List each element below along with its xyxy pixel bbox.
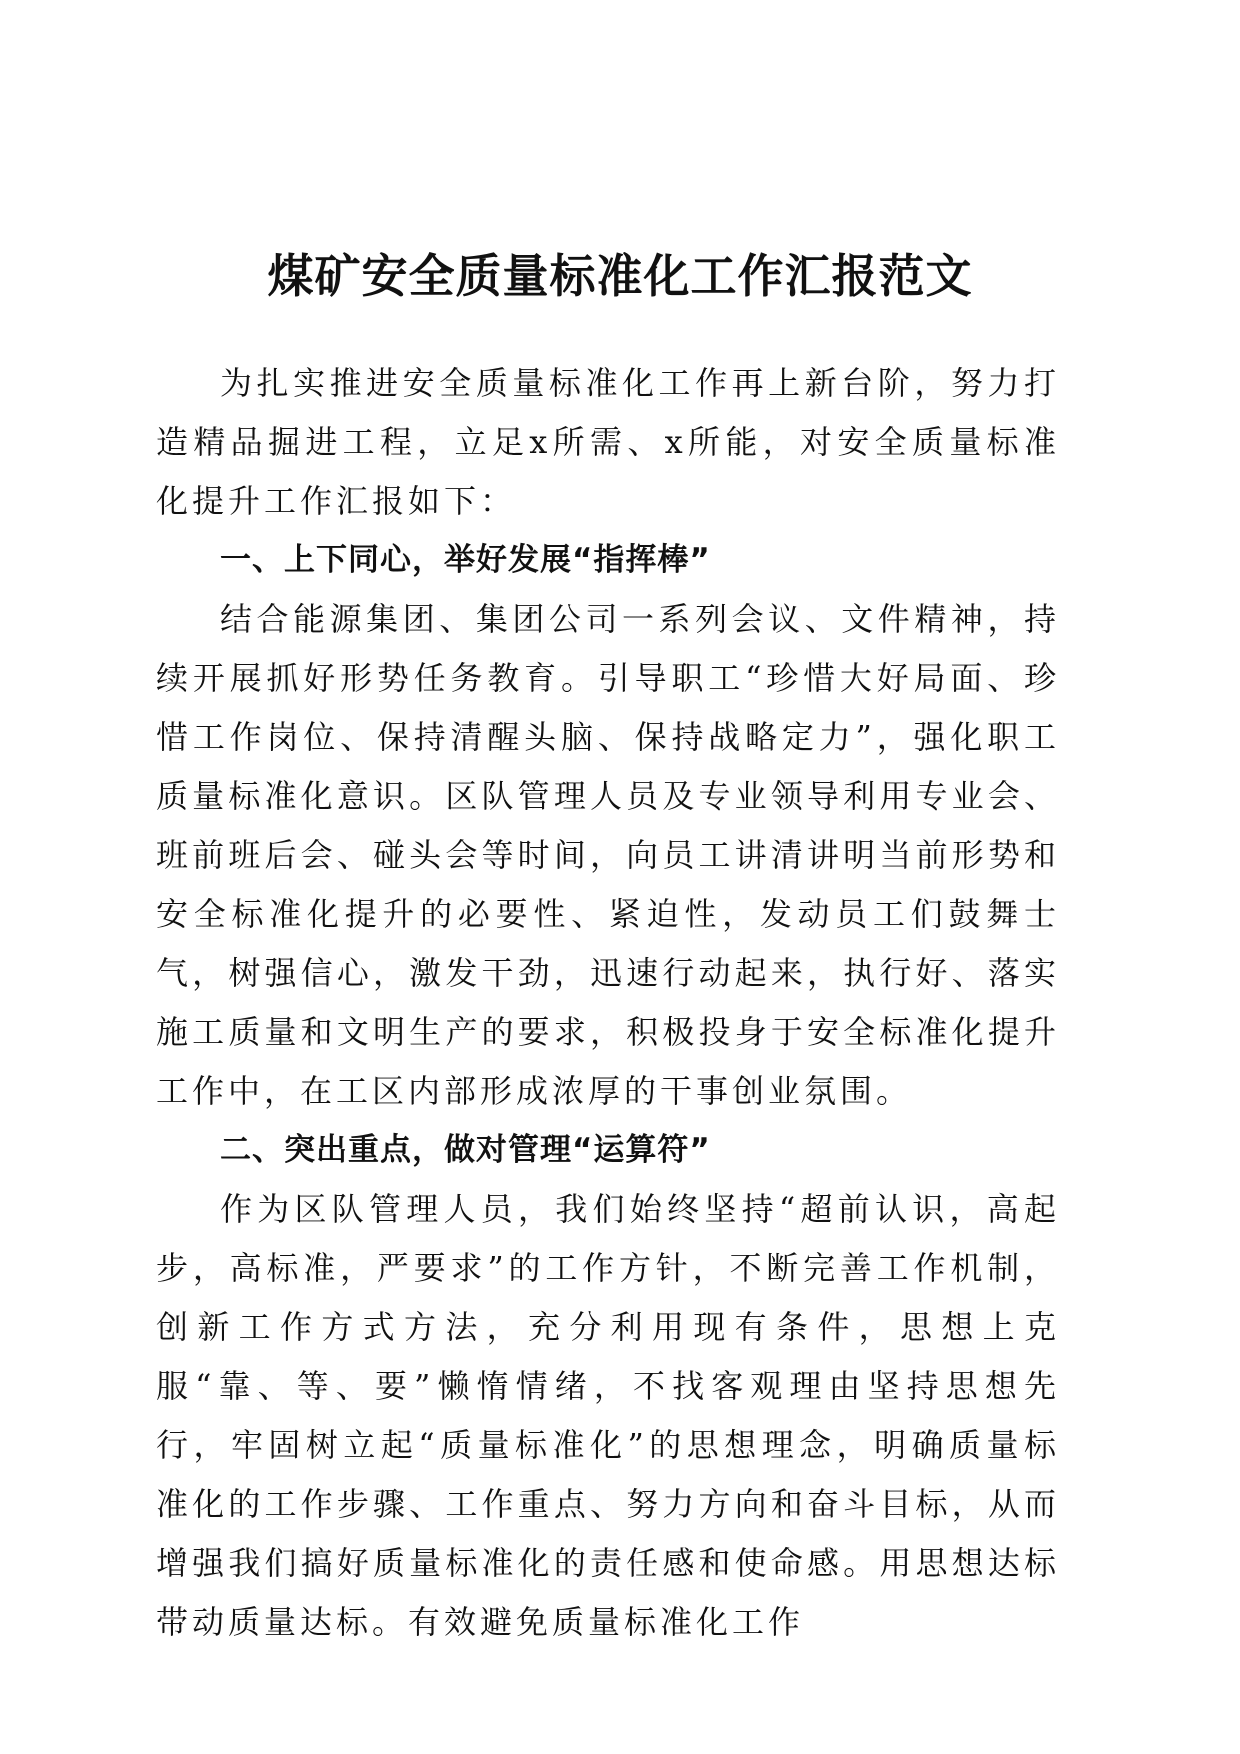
section-1-heading: 一、上下同心，举好发展“指挥棒” xyxy=(220,542,711,578)
section-1-paragraph: 结合能源集团、集团公司一系列会议、文件精神，持续开展抓好形势任务教育。引导职工“珍惜大好局面、珍惜工作岗位、保持清醒头脑、保持战略定力”，强化职工质量标准化意识。区队管理人员及专业领导利用专业会、班前班后会、碰头会等时间，向员工讲清讲明当前形势和安全标准化提升的必要性、紧迫性，发动员工们鼓舞士气，树强信心，激发干劲，迅速行动起来，执行好、落实施工质量和文明生产的要求，积极投身于安全标准化提升工作中，在工区内部形成浓厚的干事创业氛围。 xyxy=(156,600,1060,1110)
section-2-paragraph: 作为区队管理人员，我们始终坚持“超前认识，高起步，高标准，严要求”的工作方针，不断完善工作机制，创新工作方式方法，充分利用现有条件，思想上克服“靠、等、要”懒惰情绪，不找客观理由坚持思想先行，牢固树立起“质量标准化”的思想理念，明确质量标准化的工作步骤、工作重点、努力方向和奋斗目标，从而增强我们搞好质量标准化的责任感和使命感。用思想达标带动质量达标。有效避免质量标准化工作 xyxy=(156,1190,1060,1641)
section-2-heading: 二、突出重点，做对管理“运算符” xyxy=(220,1132,711,1168)
document-body xyxy=(156,354,1060,1652)
document-title: 煤矿安全质量标准化工作汇报范文 xyxy=(267,249,973,303)
intro-paragraph: 为扎实推进安全质量标准化工作再上新台阶，努力打造精品掘进工程，立足x所需、x所能，对安全质量标准化提升工作汇报如下： xyxy=(156,364,1060,520)
